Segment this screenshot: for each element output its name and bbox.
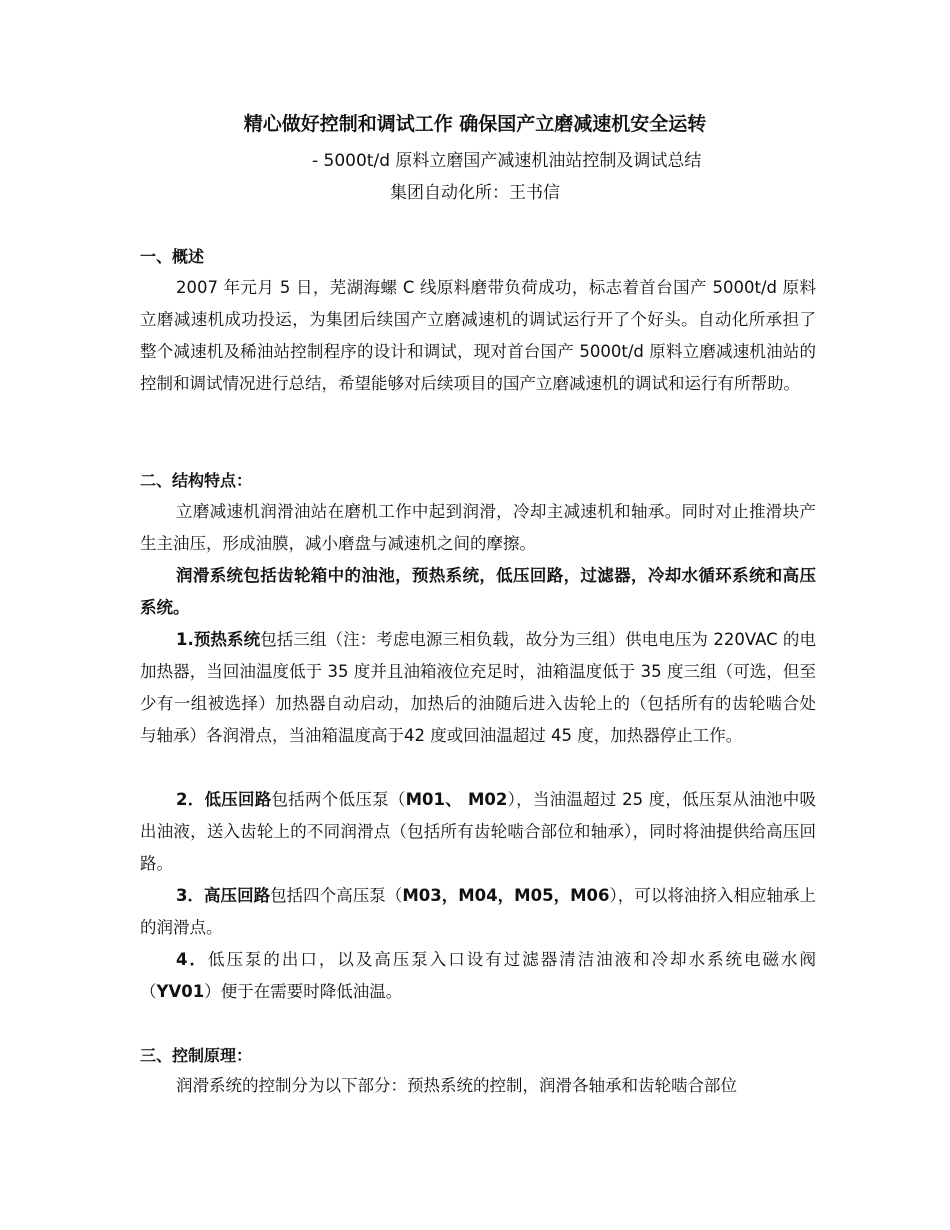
low-pressure-pumps: M01、 M02 (405, 790, 508, 809)
control-principle-paragraph: 润滑系统的控制分为以下部分：预热系统的控制，润滑各轴承和齿轮啮合部位 (176, 1076, 737, 1095)
section-heading-overview: 一、概述 (140, 247, 205, 266)
section-heading-control-principle: 三、控制原理： (140, 1046, 253, 1065)
document-title: 精心做好控制和调试工作 确保国产立磨减速机安全运转 (243, 113, 707, 135)
system-summary-paragraph: 润滑系统包括齿轮箱中的油池，预热系统，低压回路，过滤器，冷却水循环系统和高压系统。 (140, 566, 816, 617)
overview-paragraph: 2007 年元月 5 日，芜湖海螺 C 线原料磨带负荷成功，标志着首台国产 5000t/d 原料立磨减速机成功投运，为集团后续国产立磨减速机的调试运行开了个好头。自动化所承担了整个减速机及稀油站控制程序的设计和调试，现对首台国产 5000t/d 原料立磨减速机油站的控制和调试情况进行总结，希望能够对后续项目的国产立磨减速机的调试和运行有所帮助。 (140, 278, 816, 393)
filter-item-label: 4． (176, 950, 208, 969)
section-heading-structure: 二、结构特点： (140, 471, 253, 490)
preheat-system-paragraph (140, 624, 816, 752)
filter-text-b: ）便于在需要时降低油温。 (204, 982, 403, 1001)
preheat-system-label: 1.预热系统 (176, 630, 261, 649)
filter-cooling-paragraph (140, 944, 816, 1008)
document-subtitle: - 5000t/d 原料立磨国产减速机油站控制及调试总结 (312, 151, 702, 171)
water-valve-id: YV01 (156, 982, 205, 1001)
preheat-system-text: 包括三组（注：考虑电源三相负载，故分为三组）供电电压为 220VAC 的电加热器，当回油温度低于 35 度并且油箱液位充足时，油箱温度低于 35 度三组（可选，但至少有一组被选择）加热器自动启动，加热后的油随后进入齿轮上的（包括所有的齿轮啮合处与轴承）各润滑点，当油箱温度高于42 度或回油温超过 45 度，加热器停止工作。 (140, 630, 817, 745)
structure-intro-paragraph: 立磨减速机润滑油站在磨机工作中起到润滑，冷却主减速机和轴承。同时对止推滑块产生主油压，形成油膜，减小磨盘与减速机之间的摩擦。 (140, 502, 816, 553)
low-pressure-text-a: 包括两个低压泵（ (271, 790, 406, 809)
high-pressure-text-b: ），可以将油挤入相应轴承上的润滑点。 (140, 886, 817, 937)
document-author: 集团自动化所：王书信 (390, 183, 560, 203)
high-pressure-label: 3．高压回路 (176, 886, 271, 905)
low-pressure-circuit-paragraph (140, 784, 816, 880)
high-pressure-pumps: M03，M04，M05，M06 (402, 886, 610, 905)
filter-text-a: 低压泵的出口，以及高压泵入口设有过滤器清洁油液和冷却水系统电磁水阀（ (140, 950, 816, 1001)
high-pressure-text-a: 包括四个高压泵（ (270, 886, 403, 905)
high-pressure-circuit-paragraph (140, 880, 816, 944)
low-pressure-label: 2．低压回路 (176, 790, 272, 809)
low-pressure-text-b: ），当油温超过 25 度，低压泵从油池中吸出油液，送入齿轮上的不同润滑点（包括所有齿轮啮合部位和轴承），同时将油提供给高压回路。 (140, 790, 816, 873)
